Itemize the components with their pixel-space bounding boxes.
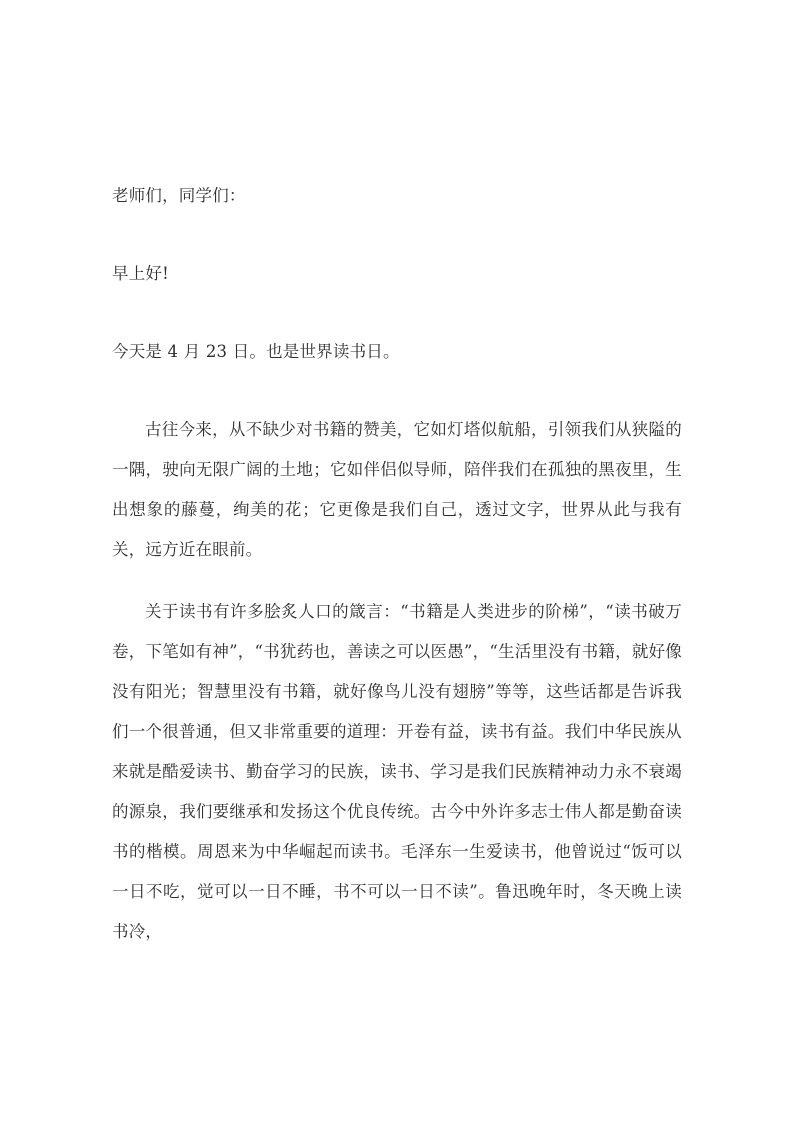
paragraph-date-line: 今天是 4 月 23 日。也是世界读书日。 <box>112 342 400 361</box>
paragraph-maxims-on-reading: 关于读书有许多脍炙人口的箴言：“书籍是人类进步的阶梯”，“读书破万卷，下笔如有神”，“书犹药也，善读之可以医愚”，“生活里没有书籍，就好像没有阳光；智慧里没有书籍，就好像鸟儿没有翅膀”等等，这些话都是告诉我们一个很普通，但又非常重要的道理：开卷有益，读书有益。我们中华民族从来就是酷爱读书、勤奋学习的民族，读书、学习是我们民族精神动力永不衰竭的源泉，我们要继承和发扬这个优良传统。古今中外许多志士伟人都是勤奋读书的楷模。周恩来为中华崛起而读书。毛泽东一生爱读书，他曾说过“饭可以一日不吃，觉可以一日不睡，书不可以一日不读”。鲁迅晚年时，冬天晚上读书冷， <box>112 602 682 941</box>
document-text-body <box>112 176 682 952</box>
paragraph-greeting: 早上好! <box>112 264 169 283</box>
paragraph-praise-of-books: 古往今来，从不缺少对书籍的赞美，它如灯塔似航船，引领我们从狭隘的一隅，驶向无限广阔的土地；它如伴侣似导师，陪伴我们在孤独的黑夜里，生出想象的藤蔓，绚美的花；它更像是我们自己，透过文字，世界从此与我有关，远方近在眼前。 <box>112 420 682 559</box>
paragraph-salutation: 老师们，同学们： <box>112 186 246 205</box>
